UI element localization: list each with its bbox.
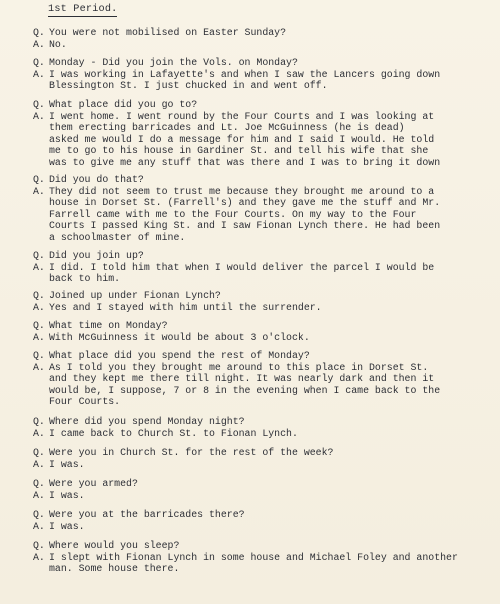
qa-entry [33, 478, 495, 501]
answer-line [33, 197, 495, 209]
answer-text: man. Some house there. [49, 563, 180, 575]
answer-text: and they kept me there till night. It was nearly dark and then it [49, 373, 435, 385]
answer-text: I was. [49, 520, 85, 532]
qa-entry [33, 27, 495, 50]
answer-marker: A. [33, 38, 45, 50]
question-marker: Q. [33, 447, 45, 458]
answer-line [33, 232, 495, 244]
question-text: What place did you spend the rest of Monday? [49, 350, 310, 361]
answer-marker [33, 220, 49, 232]
question-text: You were not mobilised on Easter Sunday? [49, 27, 287, 38]
answer-marker: A. [33, 301, 45, 313]
question-marker: Q. [33, 250, 45, 261]
qa-entry [33, 99, 495, 169]
answer-marker [33, 209, 49, 221]
answer-line [33, 111, 495, 123]
answer-line [33, 552, 495, 564]
answer-text: Courts I passed King St. and I saw Fionan Lynch there. He had been [49, 220, 441, 232]
qa-entry [33, 174, 495, 244]
question-line [33, 509, 495, 521]
answer-marker: A. [33, 458, 45, 470]
answer-text: I did. I told him that when I would deliver the parcel I would be [49, 261, 435, 273]
question-line [33, 447, 495, 459]
answer-text: a schoolmaster of mine. [49, 231, 186, 243]
question-line [33, 174, 495, 186]
answer-marker: A. [33, 185, 45, 197]
qa-entry [33, 447, 495, 470]
answer-line [33, 521, 495, 533]
answer-line [33, 134, 495, 146]
question-marker: Q. [33, 27, 45, 38]
question-line [33, 320, 495, 332]
question-marker: Q. [33, 350, 45, 361]
question-text: Did you do that? [49, 174, 144, 185]
answer-text: Yes and I stayed with him until the surrender. [49, 301, 322, 313]
answer-marker [33, 373, 49, 385]
qa-entry [33, 320, 495, 343]
answer-marker [33, 157, 49, 169]
question-line [33, 57, 495, 69]
answer-text: was to give me any stuff that was there and I was to bring it down [49, 156, 441, 168]
answer-text: back to him. [49, 273, 121, 285]
answer-line [33, 220, 495, 232]
question-marker: Q. [33, 57, 45, 68]
question-text: What time on Monday? [49, 320, 168, 331]
question-text: Where would you sleep? [49, 540, 180, 551]
answer-text: They did not seem to trust me because they brought me around to a [49, 185, 435, 197]
question-line [33, 99, 495, 111]
answer-marker: A. [33, 261, 45, 273]
question-marker: Q. [33, 174, 45, 185]
question-line [33, 250, 495, 262]
answer-line [33, 332, 495, 344]
question-text: Did you join up? [49, 250, 144, 261]
answer-text: I came back to Church St. to Fionan Lynch. [49, 427, 298, 439]
question-marker: Q. [33, 320, 45, 331]
answer-text: house in Dorset St. (Farrell's) and they gave me the stuff and Mr. [49, 197, 441, 209]
qa-entry [33, 509, 495, 532]
answer-text: would be, I suppose, 7 or 8 in the evening when I came back to the [49, 384, 441, 396]
answer-marker: A. [33, 331, 45, 343]
question-line [33, 290, 495, 302]
answer-line [33, 273, 495, 285]
question-marker: Q. [33, 540, 45, 551]
answer-line [33, 563, 495, 575]
answer-marker: A. [33, 551, 45, 563]
qa-entry [33, 416, 495, 439]
answer-text: Farrell came with me to the Four Courts. On my way to the Four [49, 208, 417, 220]
answer-line [33, 490, 495, 502]
answer-marker [33, 273, 49, 285]
answer-text: As I told you they brought me around to this place in Dorset St. [49, 361, 429, 373]
answer-text: Four Courts. [49, 396, 121, 408]
answer-line [33, 362, 495, 374]
answer-line [33, 186, 495, 198]
question-marker: Q. [33, 99, 45, 110]
answer-marker: A. [33, 489, 45, 501]
question-text: Were you in Church St. for the rest of the week? [49, 447, 334, 458]
answer-marker [33, 563, 49, 575]
answer-line [33, 385, 495, 397]
answer-line [33, 39, 495, 51]
qa-entry [33, 540, 495, 575]
answer-line [33, 459, 495, 471]
answer-line [33, 122, 495, 134]
question-marker: Q. [33, 416, 45, 427]
answer-marker [33, 197, 49, 209]
question-line [33, 350, 495, 362]
answer-marker [33, 134, 49, 146]
answer-text: With McGuinness it would be about 3 o'clock. [49, 331, 310, 343]
answer-marker [33, 396, 49, 408]
answer-text: I was. [49, 489, 85, 501]
answer-line [33, 396, 495, 408]
answer-line [33, 209, 495, 221]
question-text: What place did you go to? [49, 99, 198, 110]
answer-line [33, 428, 495, 440]
answer-line [33, 145, 495, 157]
answer-line [33, 69, 495, 81]
question-marker: Q. [33, 290, 45, 301]
answer-text: I was working in Lafayette's and when I saw the Lancers going down [49, 68, 441, 80]
answer-marker: A. [33, 110, 45, 122]
answer-line [33, 373, 495, 385]
answer-text: No. [49, 38, 67, 50]
answer-marker: A. [33, 361, 45, 373]
qa-entry [33, 57, 495, 92]
answer-text: them erecting barricades and Lt. Joe McGuinness (he is dead) [49, 122, 405, 134]
question-text: Where did you spend Monday night? [49, 416, 245, 427]
answer-marker: A. [33, 427, 45, 439]
qa-entry [33, 290, 495, 313]
question-text: Monday - Did you join the Vols. on Monday? [49, 57, 298, 68]
qa-entry [33, 250, 495, 285]
question-line [33, 478, 495, 490]
question-text: Were you at the barricades there? [49, 509, 245, 520]
period-heading: 1st Period. [48, 4, 118, 15]
answer-marker [33, 80, 49, 92]
answer-text: me to go to his house in Gardiner St. and tell his wife that she [49, 145, 429, 157]
question-line [33, 27, 495, 39]
answer-line [33, 80, 495, 92]
question-marker: Q. [33, 509, 45, 520]
answer-text: I went home. I went round by the Four Courts and I was looking at [49, 110, 435, 122]
answer-text: Blessington St. I just chucked in and went off. [49, 80, 328, 92]
question-text: Joined up under Fionan Lynch? [49, 290, 221, 301]
question-text: Were you armed? [49, 478, 138, 489]
answer-line [33, 262, 495, 274]
answer-marker [33, 385, 49, 397]
answer-marker [33, 232, 49, 244]
question-line [33, 416, 495, 428]
answer-marker: A. [33, 520, 45, 532]
answer-marker [33, 122, 49, 134]
answer-text: asked me would I do a message for him and I said I would. He told [49, 133, 435, 145]
qa-entry [33, 350, 495, 408]
question-marker: Q. [33, 478, 45, 489]
answer-line [33, 157, 495, 169]
answer-text: I was. [49, 458, 85, 470]
answer-line [33, 302, 495, 314]
answer-text: I slept with Fionan Lynch in some house and Michael Foley and another [49, 551, 458, 563]
answer-marker: A. [33, 68, 45, 80]
question-line [33, 540, 495, 552]
answer-marker [33, 145, 49, 157]
